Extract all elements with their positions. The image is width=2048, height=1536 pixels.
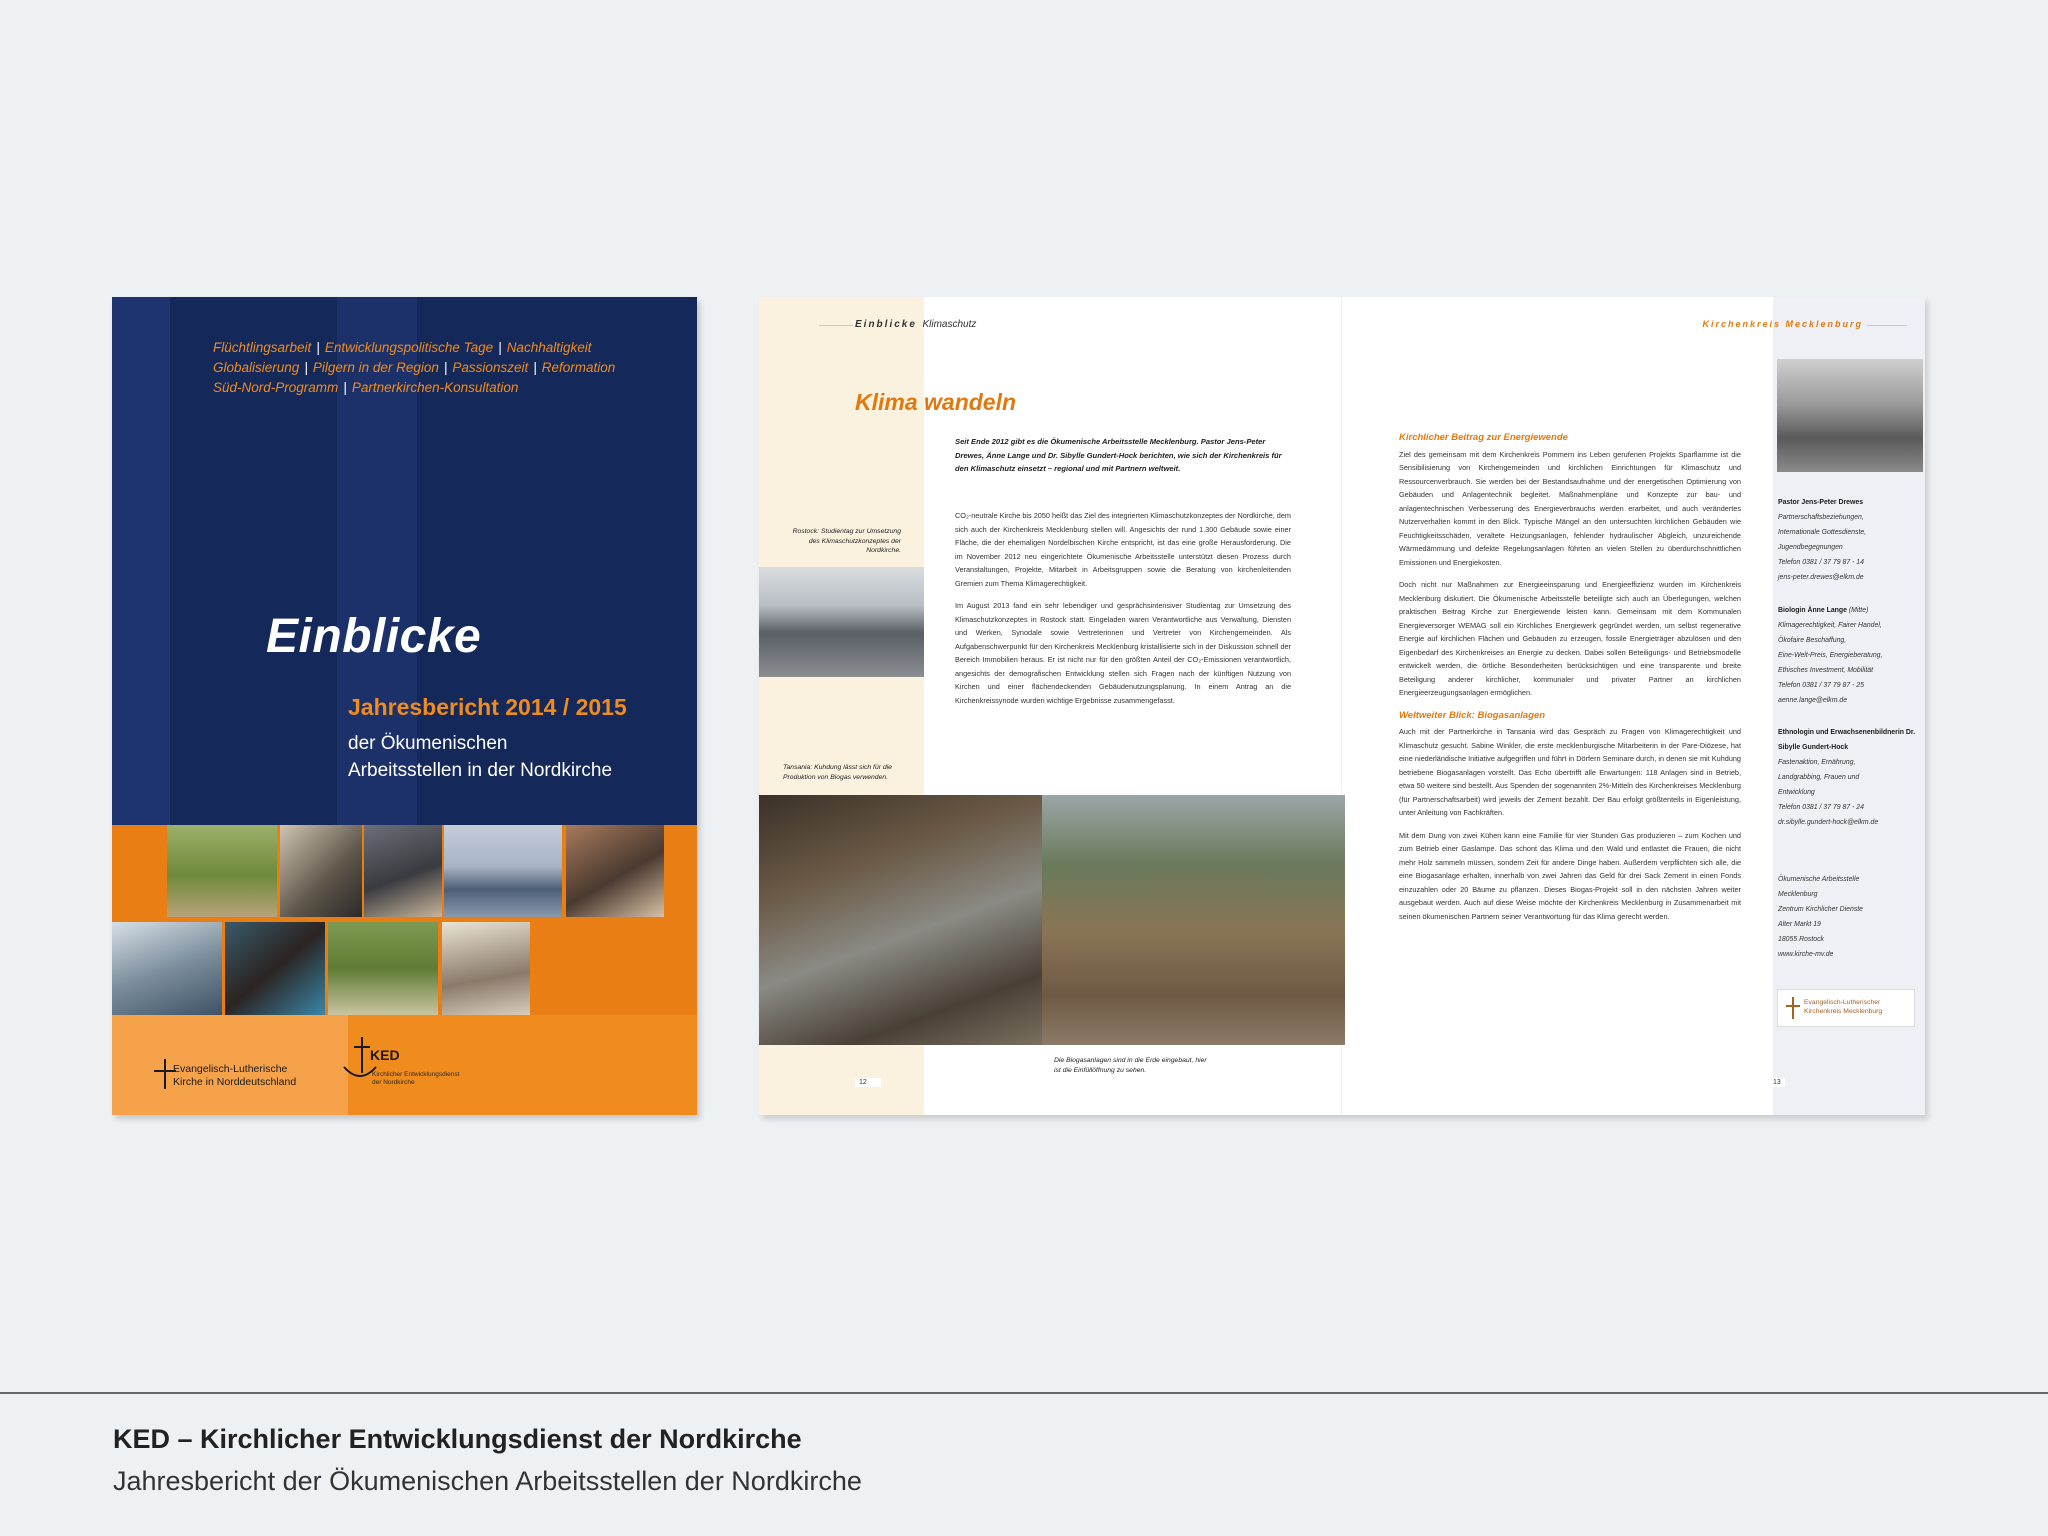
- cover-footer: [112, 1015, 697, 1115]
- address-line: Mecklenburg: [1778, 891, 1818, 898]
- cover-stripe: [112, 297, 170, 825]
- photo-mother-child: [566, 825, 664, 917]
- photo-portrait: [225, 922, 325, 1015]
- photo-team-portrait: [1777, 359, 1923, 472]
- topic-row: [213, 338, 673, 358]
- cover-title: Einblicke: [266, 610, 482, 663]
- topic-row: [213, 378, 673, 398]
- running-head-topic: Klimaschutz: [922, 319, 977, 330]
- cover-topics: [213, 338, 673, 398]
- contact-line: Entwicklung: [1778, 789, 1815, 796]
- photo-biogas-pit: [1042, 795, 1345, 1045]
- footer-title: KED – Kirchlicher Entwicklungsdienst der Nordkirche: [113, 1424, 802, 1454]
- elk-logo-text: [173, 1063, 296, 1089]
- contact-line: Ethisches Investment, Mobilität: [1778, 667, 1873, 674]
- contact-phone: Telefon 0381 / 37 79 87 - 25: [1778, 682, 1864, 689]
- footer-subtitle: Jahresbericht der Ökumenischen Arbeitsstellen der Nordkirche: [113, 1466, 862, 1496]
- contact-line: Klimagerechtigkeit, Fairer Handel,: [1778, 622, 1882, 629]
- photo-caption: Tansania: Kuhdung lässt sich für die Produktion von Biogas verwenden.: [783, 764, 892, 781]
- article-headline: Klima wandeln: [855, 389, 1017, 415]
- address-line: Zentrum Kirchlicher Dienste: [1778, 906, 1864, 913]
- contact-line: Internationale Gottesdienste,: [1778, 529, 1867, 536]
- topic: Süd-Nord-Programm: [213, 380, 339, 395]
- cover-subtitle-lines: [348, 730, 612, 784]
- page-number-left: 12: [855, 1078, 881, 1087]
- photo-cow-stall: [759, 795, 1042, 1045]
- running-head-left: [855, 319, 976, 330]
- topic-row: [213, 358, 673, 378]
- topic: Entwicklungspolitische Tage: [324, 340, 494, 355]
- article-column-left: [955, 509, 1291, 716]
- topic: Partnerkirchen-Konsultation: [351, 380, 519, 395]
- photo-men-talking: [280, 825, 362, 917]
- address-line: 18055 Rostock: [1778, 936, 1824, 943]
- contact-line: Landgrabbing, Frauen und: [1778, 774, 1860, 781]
- topic: Pilgern in der Region: [312, 360, 439, 375]
- badge-line: Evangelisch-Lutherischer: [1804, 999, 1881, 1006]
- photo-machine: [112, 922, 222, 1015]
- website-link: www.kirche-mv.de: [1778, 951, 1834, 958]
- contact-line: Partnerschaftsbeziehungen,: [1778, 514, 1864, 521]
- section-heading: Kirchlicher Beitrag zur Energiewende: [1399, 432, 1568, 443]
- report-cover: [112, 297, 697, 1115]
- address-line: Alter Markt 19: [1778, 921, 1821, 928]
- section-heading: Weltweiter Blick: Biogasanlagen: [1399, 709, 1546, 721]
- paragraph: Ziel des gemeinsam mit dem Kirchenkreis Pommern ins Leben gerufenen Projekts Sparflamme ist die Sensibilisierung von Kirchengemeinden und kirchlichen Einrichtungen für Klimaschutz und Ressourcenverbrauch. Sie werden bei der Bestandsaufnahme und der energetischen Optimierung von Gebäuden und Anlagentechnik begleitet. Maßnahmenpläne und Konzepte zur bau- und anlagentechnischen Verbesserung des Energieverbrauchs werden erarbeitet, und auch verändertes Nutzerverhalten kommt in den Blick. Typische Mängel an den untersuchten kirchlichen Gebäuden wie Feuchtigkeitsschäden, veraltete Heizungsanlagen, fehlender hydraulischer Abgleich, unzureichende Wärmedämmung und defekte Regelungsanlagen führten an vielen Stellen zu überdurchschnittlichen Emissionen und Energiekosten.: [1399, 449, 1741, 567]
- topic-separator: |: [533, 360, 537, 375]
- badge-line: Kirchenkreis Mecklenburg: [1804, 1008, 1883, 1015]
- ked-logo-subline: Kirchlicher Entwicklungsdienst: [372, 1071, 460, 1078]
- article-lead: Seit Ende 2012 gibt es die Ökumenische Arbeitsstelle Mecklenburg. Pastor Jens-Peter Drewes, Änne Lange und Dr. Sibylle Gundert-Hock berichten, wie sich der Kirchenkreis für den Klimaschutz einsetzt – regional und mit Partnern weltweit.: [955, 437, 1282, 473]
- photo-couple: [442, 922, 530, 1015]
- photo-garden-group: [328, 922, 438, 1015]
- photo-rostock-group: [759, 567, 924, 677]
- contact-card: [1778, 725, 1918, 830]
- paragraph: Mit dem Dung von zwei Kühen kann eine Familie für vier Stunden Gas produzieren – zum Kochen und zum Betrieb einer Gaslampe. Das schont das Klima und den Wald und entlastet die Frauen, die nicht mehr Holz sammeln müssen, sondern Zeit für andere Dinge haben. Außerdem verpflichten sich alle, die eine Biogasanlage erhalten, innerhalb von zwei Jahren das Geld für drei Sack Zement in einen Fonds einzuzahlen oder 20 Bäume zu pflanzen. Dieses Biogas-Projekt soll in den nächsten Jahren weiter ausgebaut werden. Auch auf diese Weise möchte der Kirchenkreis Mecklenburg in Zusammenarbeit mit seinen ökumenischen Partnern seiner Verantwortung für das Klima gerecht werden.: [1399, 830, 1741, 921]
- cover-subtitle-line: Arbeitsstellen in der Nordkirche: [348, 760, 613, 781]
- ked-logo-name: KED: [370, 1047, 400, 1063]
- photo-caption: Die Biogasanlagen sind in die Erde eingebaut, hier ist die Einfüllöffnung zu sehen.: [1054, 1057, 1207, 1074]
- contact-name: Biologin Änne Lange: [1778, 607, 1847, 614]
- topic-separator: |: [304, 360, 308, 375]
- contact-line: Fastenaktion, Ernährung,: [1778, 759, 1856, 766]
- contact-phone: Telefon 0381 / 37 79 87 - 24: [1778, 804, 1864, 811]
- paragraph: Auch mit der Partnerkirche in Tansania wird das Gespräch zu Fragen von Klimagerechtigkeit und Klimaschutz gesucht. Sabine Winkler, die erste mecklenburgische Mitarbeiterin in der Pare-Diözese, hat eine niederländische Initiative aufgegriffen und führt in Dörfern Seminare durch, in denen sie mit Kuhdung betriebene Biogasanlagen vorstellt. Das Echo übertrifft alle Erwartungen: 118 Anlagen sind in Betrieb, etwa 50 weitere sind bestellt. Aus Spenden der sogenannten 2%-Mitteln des Kirchenkreises Mecklenburg (für Partnerschaftsarbeit) wird jeweils der Zement bezahlt. Der Bau erfolgt größtenteils in Eigenleistung, unter Anleitung von Fachkräften.: [1399, 727, 1741, 817]
- topic: Passionszeit: [452, 360, 529, 375]
- report-spread: [759, 297, 1925, 1115]
- topic-separator: |: [443, 360, 448, 375]
- cover-subtitle: Jahresbericht 2014 / 2015: [348, 694, 627, 720]
- contact-phone: Telefon 0381 / 37 79 87 - 14: [1778, 559, 1864, 566]
- contact-name: Ethnologin und Erwachsenenbildnerin Dr. Sibylle Gundert-Hock: [1778, 729, 1916, 751]
- contact-name: Pastor Jens-Peter Drewes: [1778, 499, 1864, 506]
- topic: Reformation: [541, 360, 616, 375]
- topic: Nachhaltigkeit: [506, 340, 592, 355]
- article-column-right: [1399, 431, 1741, 932]
- address-line: Ökumenische Arbeitsstelle: [1778, 876, 1860, 883]
- contact-line: Jugendbegegnungen: [1778, 544, 1843, 551]
- photo-caption: Rostock: Studientag zur Umsetzung des Klimaschutzkonzeptes der Nordkirche.: [792, 528, 901, 554]
- contact-email: jens-peter.drewes@elkm.de: [1778, 574, 1864, 581]
- photo-harbour-cranes: [444, 825, 562, 917]
- topic-separator: |: [316, 340, 320, 355]
- contact-email: aenne.lange@elkm.de: [1778, 697, 1848, 704]
- footer-divider: [0, 1392, 2048, 1394]
- ked-logo-subline: der Nordkirche: [372, 1079, 415, 1086]
- contact-card: [1778, 495, 1918, 585]
- cover-subtitle-line: der Ökumenischen: [348, 733, 508, 754]
- ked-logo-subtitle: [372, 1071, 459, 1087]
- cover-photo-collage: [112, 825, 697, 1015]
- running-head-rule: [1867, 325, 1907, 326]
- badge-text: [1804, 998, 1882, 1016]
- running-head-section: Einblicke: [855, 319, 917, 330]
- paragraph: Im August 2013 fand ein sehr lebendiger und gesprächsintensiver Studientag zur Umsetzung des Klimaschutzkonzeptes in Rostock statt. Eingeladen waren Verantwortliche aus Verwaltung, Diensten und Werken, Synodale sowie Vertreterinnen und Vertreter von Kirchengemeinden. Als Aufgabenschwerpunkt für den Kirchenkreis Mecklenburg kristallisierte sich in der Diskussion schnell der Bereich Immobilien heraus. Er ist nicht nur für den größten Anteil der CO₂-Emissionen verantwortlich, angesichts der demografischen Entwicklung stellen sich Fragen nach der künftigen Nutzung von Kirchen und einer flächendeckenden Gebäudenutzungsplanung. In einem Antrag an die Kirchenkreissynode wurden wichtige Ergebnisse zusammengefasst.: [955, 601, 1291, 705]
- contact-line: Ökofaire Beschaffung,: [1778, 637, 1847, 644]
- contact-line: Eine-Welt-Preis, Energieberatung,: [1778, 652, 1883, 659]
- contact-email: dr.sibylle.gundert-hock@elkm.de: [1778, 819, 1879, 826]
- topic-separator: |: [343, 380, 347, 395]
- photo-speaker: [364, 825, 442, 917]
- cross-icon: [1786, 997, 1800, 1019]
- topic: Flüchtlingsarbeit: [213, 340, 312, 355]
- paragraph: CO₂-neutrale Kirche bis 2050 heißt das Ziel des integrierten Klimaschutzkonzeptes der Nordkirche, dem sich auch der Kirchenkreis Mecklenburg stellen will. Angesichts der rund 1.300 Gebäude sowie einer Fläche, die der ehemaligen Nordelbischen Kirche entspricht, ist das eine große Herausforderung. Die im November 2012 neu eingerichtete Ökumenische Arbeitsstelle unterstützt diesen Prozess durch Veranstaltungen, Projekte, Mitarbeit in Arbeitsgruppen sowie die Beratung von kirchenleitenden Gremien zum Thema Klimagerechtigkeit.: [955, 511, 1291, 588]
- elk-logo-line: Kirche in Norddeutschland: [173, 1076, 297, 1088]
- address-block: [1778, 872, 1918, 962]
- elk-logo-line: Evangelisch-Lutherische: [173, 1063, 288, 1075]
- running-head-rule: [819, 325, 853, 326]
- page-number-right: 13: [1769, 1078, 1785, 1087]
- running-head-right: Kirchenkreis Mecklenburg: [1702, 319, 1863, 329]
- contact-name-note: (Mitte): [1848, 607, 1869, 614]
- kirchenkreis-logo-badge: [1777, 989, 1915, 1027]
- paragraph: Doch nicht nur Maßnahmen zur Energieeinsparung und Energieeffizienz wurden im Kirchenkreis Mecklenburg diskutiert. Die Ökumenische Arbeitsstelle beteiligte sich auch an Überlegungen, welchen praktischen Beitrag Kirche zur Energiewende leisten kann. Gemeinsam mit dem Kommunalen Energieversorger WEMAG soll ein Kirchliches Energiewerk gegründet werden, um selbst regenerative Energie auf kirchlichen Flächen und Gebäuden zu erzeugen, fossile Energieträger abzulösen und den Eigenbedarf des Kirchenkreises an Energie zu decken. Dabei sollen Beteiligungs- und Betriebsmodelle entwickelt werden, die örtliche Besonderheiten berücksichtigen und eine transparente und breite Beteiligung anderer kirchlicher, kommunaler und privater Partner an kirchlichen Energieerzeugungsanlagen ermöglichen.: [1399, 580, 1741, 697]
- topic: Globalisierung: [213, 360, 300, 375]
- contact-card: [1778, 603, 1918, 708]
- topic-separator: |: [498, 340, 502, 355]
- photo-football: [167, 825, 277, 917]
